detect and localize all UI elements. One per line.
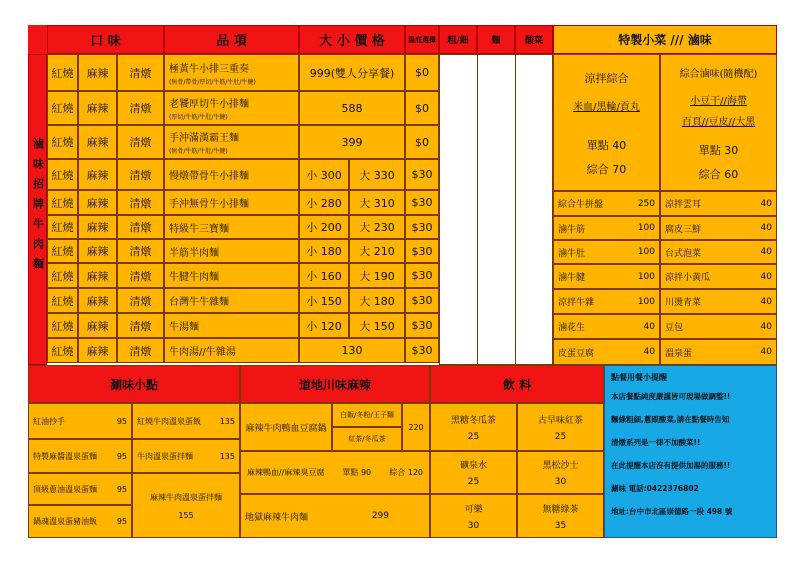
flavor-cell: 麻辣: [78, 215, 117, 239]
snack-item: [28, 505, 132, 538]
menu-item-addon: $30: [405, 338, 439, 363]
menu-item-addon: $30: [405, 239, 439, 263]
side-dish-right: [660, 314, 777, 339]
menu-item-small-price: 小 280: [299, 190, 349, 215]
drink-price: 35: [554, 520, 567, 531]
drink-name: 礦泉水: [459, 461, 487, 471]
menu-item-addon: $30: [405, 288, 439, 313]
special-cold-title: 涼拌綜合: [584, 72, 629, 85]
menu-item-name: [164, 313, 299, 338]
flavor-cell: 紅燒: [47, 288, 78, 313]
menu-item-title: 台灣牛牛雜麵: [169, 297, 229, 308]
menu-item-title: 老饕厚切牛小排麵: [169, 99, 249, 110]
flavor-cell: 紅燒: [47, 263, 78, 288]
menu-item-title: 牛湯麵: [169, 322, 199, 333]
side-dish-left: [553, 289, 660, 314]
menu-item-name: [164, 190, 299, 215]
side-dish-price: 40: [760, 296, 772, 307]
flavor-cell: 紅燒: [47, 338, 78, 363]
option-col-divider-1: [477, 54, 478, 365]
side-dish-left: [553, 314, 660, 339]
snack-name: 特製麻醬溫泉蛋麵: [33, 451, 97, 461]
side-dish-name: 台式泡菜: [665, 248, 702, 259]
drink-item: [430, 451, 517, 494]
side-dish-name: 滷牛肚: [558, 248, 586, 259]
drink-item: [517, 451, 604, 494]
side-dish-name: 涼拌小黃瓜: [665, 273, 711, 283]
side-dish-left: [553, 264, 660, 289]
special-cold-combo: 綜合 70: [586, 163, 627, 176]
notice-lines: [611, 391, 770, 518]
flavor-cell: 清燉: [117, 190, 164, 215]
menu-item-large-price: 大 230: [349, 215, 405, 239]
menu-item-addon: $30: [405, 313, 439, 338]
menu-item-small-price: 小 160: [299, 263, 349, 288]
flavor-cell: 紅燒: [47, 215, 78, 239]
special-cold-single: 單點 40: [586, 139, 627, 152]
side-dish-price: 40: [760, 321, 772, 332]
flavor-cell: 麻辣: [78, 54, 117, 91]
flavor-cell: 清燉: [117, 54, 164, 91]
flavor-cell: 麻辣: [78, 239, 117, 263]
header-side-title: 特製小菜 /// 滷味: [553, 25, 777, 54]
drink-price: 25: [554, 431, 567, 442]
menu-item-title: 極黃牛小排三重奏: [169, 63, 249, 75]
header-flavor: 口 味: [47, 25, 164, 54]
sichuan-opt2: 紅茶/冬瓜茶: [332, 427, 402, 451]
menu-item-addon: $30: [405, 215, 439, 239]
special-cold-mix: [553, 54, 660, 191]
menu-item-price: 999(雙人分享餐): [299, 54, 405, 91]
header-pickled: 酸菜: [515, 25, 553, 54]
special-braised-items1: 小豆干//海帶: [690, 96, 747, 107]
special-braised-title: 綜合滷味(隨機配): [679, 69, 758, 80]
flavor-cell: 麻辣: [78, 288, 117, 313]
menu-item-small-price: 小 180: [299, 239, 349, 263]
sichuan-opt1: 白飯/冬粉/王子麵: [332, 403, 402, 427]
menu-item-addon: $30: [405, 159, 439, 190]
menu-item-addon: $30: [405, 190, 439, 215]
snack-name: 牛肉溫泉蛋拌麵: [137, 451, 193, 461]
menu-item-name: [164, 91, 299, 125]
side-dish-name: 涼拌牛雜: [558, 298, 595, 308]
sichuan-price3: 299: [371, 511, 389, 521]
side-dish-left: [553, 339, 660, 365]
menu-item-large-price: 大 150: [349, 313, 405, 338]
menu-item-sub: (厚切/牛筋/牛肚/牛腱): [169, 114, 228, 121]
notice-line: 清燉系列是一律不加酸菜!!: [611, 438, 701, 447]
option-col-divider-2: [515, 54, 516, 365]
menu-item-name: [164, 125, 299, 159]
side-dish-price: 100: [637, 247, 655, 257]
notice-line: 地址:台中市北區崇德路一段 498 號: [611, 507, 733, 516]
flavor-cell: 清燉: [117, 215, 164, 239]
drink-name: 黑松沙士: [542, 461, 579, 471]
side-dish-name: 涼拌雲耳: [665, 200, 702, 210]
side-dish-price: 250: [637, 198, 655, 209]
snack-name: 頂級蔥油溫泉蛋麵: [33, 484, 97, 494]
sichuan-combo: 綜合 120: [389, 468, 423, 477]
side-dish-price: 40: [643, 321, 655, 332]
drink-item: [430, 403, 517, 451]
menu-item-name: [164, 159, 299, 190]
drink-price: 25: [467, 431, 480, 442]
menu-item-title: 手沖滿漢霸王麵: [169, 133, 239, 144]
drink-item: [517, 494, 604, 538]
menu-item-addon: $30: [405, 263, 439, 288]
side-dish-right: [660, 264, 777, 289]
notice-title: 點餐用餐小提醒: [611, 373, 667, 382]
menu-item-name: [164, 54, 299, 91]
menu-item-addon: $0: [405, 125, 439, 159]
sichuan-item2: 麻辣鴨血//麻辣臭豆腐: [247, 468, 325, 477]
notice-line: 涮味 電話:0422376802: [611, 484, 699, 493]
snack-price: 95: [116, 517, 127, 526]
drink-name: 無糖綠茶: [542, 504, 579, 515]
menu-item-sub: (無骨/帶骨/厚切/牛筋/牛肚/牛腱): [169, 78, 256, 86]
menu-item-small-price: 小 150: [299, 288, 349, 313]
menu-item-large-price: 大 190: [349, 263, 405, 288]
header-item: 品 項: [164, 25, 299, 54]
menu-item-name: [164, 263, 299, 288]
side-dish-name: 川燙青菜: [665, 298, 702, 308]
drink-item: [430, 494, 517, 538]
snack-name: 麻辣牛肉溫泉蛋拌麵: [150, 492, 222, 502]
drink-price: 30: [554, 477, 567, 487]
flavor-cell: 麻辣: [78, 91, 117, 125]
special-braised-single: 單點 30: [698, 144, 739, 157]
flavor-cell: 麻辣: [78, 190, 117, 215]
menu-item-name: [164, 288, 299, 313]
notice-panel: [604, 365, 777, 538]
side-dish-name: 溫泉蛋: [665, 348, 693, 359]
menu-item-sub: (無骨/牛筋/牛肚/牛腱): [169, 148, 228, 155]
snack-price: 95: [116, 451, 127, 461]
snack-item: [28, 473, 132, 505]
flavor-cell: 清燉: [117, 239, 164, 263]
snack-name: 紅燒牛肉溫泉蛋飯: [137, 416, 201, 426]
side-dish-price: 40: [760, 223, 772, 233]
side-dish-price: 100: [637, 271, 655, 282]
snack-item: [132, 403, 240, 439]
notice-line: 麵條粗細,蔥跟酸菜,請在點餐時告知: [611, 415, 730, 424]
flavor-cell: 麻辣: [78, 338, 117, 363]
drink-name: 可樂: [464, 504, 483, 515]
menu-item-small-price: 小 200: [299, 215, 349, 239]
side-dish-price: 40: [760, 271, 772, 282]
special-cold-items: 米血/黑輪/貢丸: [573, 102, 640, 113]
header-noodle: 麵: [477, 25, 515, 54]
side-dish-name: 滷牛筋: [558, 224, 586, 235]
sichuan-row2: [240, 451, 430, 494]
side-dish-name: 滷花生: [558, 323, 586, 333]
flavor-cell: 清燉: [117, 313, 164, 338]
menu-item-large-price: 大 330: [349, 159, 405, 190]
drink-name: 黑糖冬瓜茶: [450, 415, 496, 426]
header-soup-choice: 湯底選擇: [405, 25, 439, 54]
snack-item: [132, 439, 240, 473]
menu-item-addon: $0: [405, 91, 439, 125]
special-braised-items2: 百頁//豆皮//大黑: [681, 117, 756, 128]
menu-item-addon: $0: [405, 54, 439, 91]
sichuan-row3: [240, 494, 430, 538]
menu-item-small-price: 小 120: [299, 313, 349, 338]
menu-item-title: 牛肉湯//牛雜湯: [169, 347, 236, 358]
snack-name: 鍋魂溫泉蛋豬油飯: [33, 517, 97, 526]
menu-item-title: 慢燉帶骨牛小排麵: [169, 171, 249, 182]
option-columns: [439, 54, 553, 365]
menu-item-large-price: 大 180: [349, 288, 405, 313]
menu-item-large-price: 大 210: [349, 239, 405, 263]
snack-item: [132, 473, 240, 538]
side-dish-name: 豆包: [665, 323, 684, 333]
sichuan-price1: 220: [402, 403, 430, 451]
snack-item: [28, 439, 132, 473]
side-dish-right: [660, 191, 777, 216]
flavor-cell: 麻辣: [78, 313, 117, 338]
side-dish-name: 腐皮三鮮: [665, 224, 702, 235]
special-braised-combo: 綜合 60: [698, 168, 739, 181]
flavor-cell: 麻辣: [78, 263, 117, 288]
menu-item-name: [164, 239, 299, 263]
snack-price: 135: [219, 451, 235, 461]
side-dish-left: [553, 240, 660, 264]
flavor-cell: 麻辣: [78, 125, 117, 159]
menu-item-title: 特級牛三寶麵: [169, 223, 229, 235]
menu-item-price: 588: [299, 91, 405, 125]
menu-item-large-price: 大 310: [349, 190, 405, 215]
menu-item-name: [164, 338, 299, 363]
flavor-cell: 紅燒: [47, 159, 78, 190]
flavor-cell: 清燉: [117, 263, 164, 288]
snacks-title: 涮味小點: [28, 365, 240, 403]
flavor-cell: 清燉: [117, 125, 164, 159]
snack-name: 紅油抄手: [33, 416, 65, 426]
side-dish-price: 100: [637, 296, 655, 307]
flavor-cell: 紅燒: [47, 313, 78, 338]
drink-price: 30: [467, 520, 480, 531]
side-dish-right: [660, 289, 777, 314]
side-dish-left: [553, 191, 660, 216]
header-price: 大 小 價 格: [299, 25, 405, 54]
menu-item-name: [164, 215, 299, 239]
menu-item-price: 399: [299, 125, 405, 159]
menu-item-price: 130: [299, 338, 405, 363]
menu-item-title: 半筋半肉麵: [169, 247, 219, 259]
menu-item-title: 手沖無骨牛小排麵: [169, 199, 249, 210]
drink-item: [517, 403, 604, 451]
menu-item-title: 牛腱牛肉麵: [169, 272, 219, 283]
drinks-title: 飲 料: [430, 365, 604, 403]
side-dish-name: 綜合牛拼盤: [558, 200, 604, 210]
snack-price: 155: [178, 510, 194, 520]
side-label: 滷味招牌牛肉麵: [31, 138, 45, 278]
snack-price: 135: [219, 416, 235, 426]
side-dish-right: [660, 240, 777, 264]
sichuan-single: 單點 90: [342, 468, 372, 477]
side-dish-right: [660, 339, 777, 365]
snack-item: [28, 403, 132, 439]
flavor-cell: 紅燒: [47, 54, 78, 91]
flavor-cell: 清燉: [117, 288, 164, 313]
header-thickness: 粗/細: [439, 25, 477, 54]
drink-name: 古早味紅茶: [537, 415, 583, 426]
side-dish-name: 滷牛腱: [558, 273, 586, 283]
side-dish-price: 40: [760, 247, 772, 257]
flavor-cell: 紅燒: [47, 239, 78, 263]
side-dish-price: 100: [637, 223, 655, 233]
side-dish-price: 40: [760, 347, 772, 357]
notice-line: 在此提醒本店沒有提供加湯的服務!!: [611, 461, 731, 470]
flavor-cell: 紅燒: [47, 125, 78, 159]
flavor-cell: 清燉: [117, 338, 164, 363]
side-dish-price: 40: [760, 198, 772, 209]
flavor-cell: 紅燒: [47, 91, 78, 125]
side-dish-name: 皮蛋豆腐: [558, 348, 595, 359]
side-dish-right: [660, 216, 777, 240]
special-braised-mix: [660, 54, 777, 191]
flavor-cell: 麻辣: [78, 159, 117, 190]
side-dish-price: 40: [643, 347, 655, 357]
snack-price: 95: [116, 484, 127, 494]
notice-line: 本店餐點純度嚴謹皆可現場做調整!!: [611, 392, 731, 401]
sichuan-item3: 地獄麻辣牛肉麵: [245, 512, 309, 523]
sichuan-title: 道地川味麻辣: [240, 365, 430, 403]
drink-price: 25: [467, 477, 480, 487]
flavor-cell: 紅燒: [47, 190, 78, 215]
snack-price: 95: [116, 416, 127, 426]
menu-item-small-price: 小 300: [299, 159, 349, 190]
side-dish-left: [553, 216, 660, 240]
sichuan-item1: 麻辣牛肉鴨血豆腐鍋: [240, 403, 332, 451]
flavor-cell: 清燉: [117, 91, 164, 125]
flavor-cell: 清燉: [117, 159, 164, 190]
